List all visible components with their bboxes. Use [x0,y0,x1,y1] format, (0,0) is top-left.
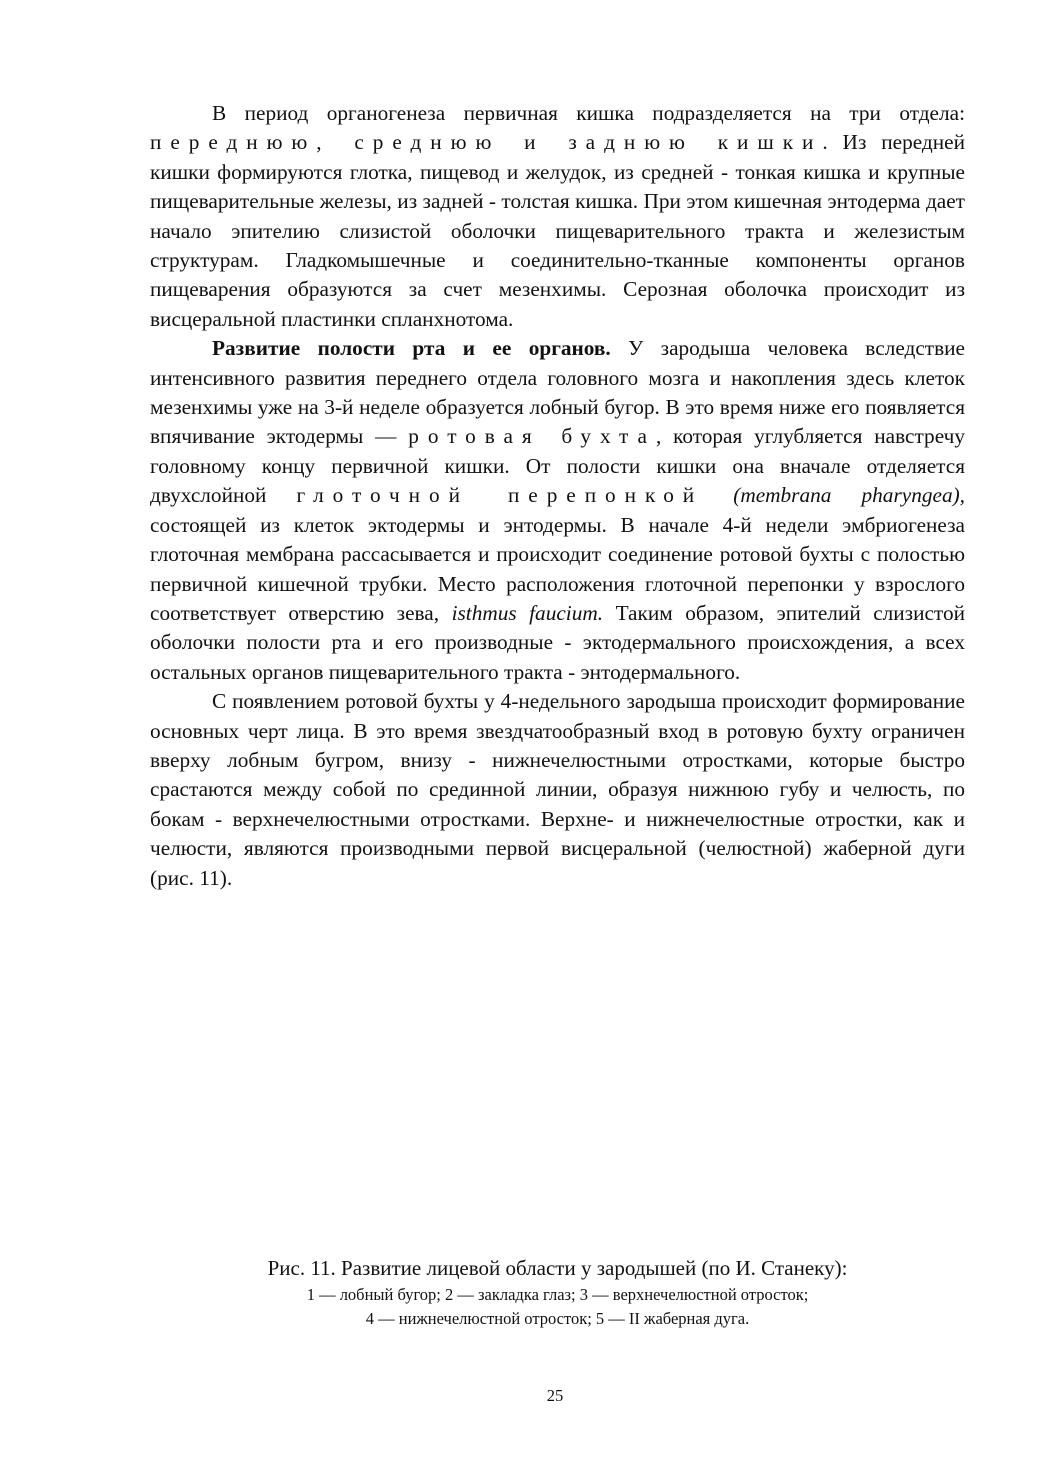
body-text [150,99,965,893]
latin-term-membrana: (membrana pharyngea), [733,483,966,508]
paragraph-face-formation: С появлением ротовой бухты у 4-недельного зародыша происходит формирование основных черт лица. В это время звездчатообразный вход в ротовую бухту ограничен вверху лобным бугром, внизу - нижнечелюстными отростками, которые быстро срастаются между собой по срединной линии, образуя нижнюю губу и челюсть, по бокам - верхнечелюстными отростками. Верхне- и нижнечелюстные отростки, как и челюсти, являются производными первой висцеральной (челюстной) жаберной дуги (рис. 11). [150,689,965,890]
figure-caption [150,1253,965,1331]
paragraph-oral-cavity: Развитие полости рта и ее органов. У зародыша человека вследствие интенсивного развития переднего отдела головного мозга и накопления здесь клеток мезенхимы уже на 3-й неделе образуется лобный бугор. В это время ниже его появляется впячивание эктодермы — ротовая бухта, которая углубляется навстречу головному концу первичной кишки. От полости кишки она вначале отделяется двухслойной глоточной перепонкой (membrana pharyngea), состоящей из клеток эктодермы и энтодермы. В начале 4-й недели эмбриогенеза глоточная мембрана рассасывается и происходит соединение ротовой бухты с полостью первичной кишечной трубки. Место расположения глоточной перепонки у взрослого соответствует отверстию зева, isthmus faucium. Таким образом, эпителий слизистой оболочки полости рта и его производные - эктодермального происхождения, а всех остальных органов пищеварительного тракта - энтодермального. [150,336,966,684]
spaced-term-gut-sections: переднюю, среднюю и заднюю кишки [150,130,823,155]
paragraph-organogenesis: В период органогенеза первичная кишка подразделяется на три отдела: переднюю, среднюю и заднюю кишки. Из передней кишки формируются глотка, пищевод и желудок, из средней - тонкая кишка и крупные пищеварительные железы, из задней - толстая кишка. При этом кишечная энтодерма дает начало эпителию слизистой оболочки пищеварительного тракта и железистым структурам. Гладкомышечные и соединительно-тканные компоненты органов пищеварения образуются за счет мезенхимы. Серозная оболочка происходит из висцеральной пластинки спланхнотома. [150,101,965,331]
section-heading: Развитие полости рта и ее органов. [212,336,611,361]
caption-legend-line-2: 4 — нижнечелюстной отросток; 5 — II жаберная дуга. [365,1309,750,1328]
caption-legend-line-1: 1 — лобный бугор; 2 — закладка глаз; 3 — верхнечелюстной отросток; [306,1285,809,1304]
spaced-term-pharyngeal-membrane: глоточной перепонкой [296,483,704,508]
spaced-term-oral-bay: ротовая бухта [408,424,656,449]
page-number: 25 [546,1386,564,1405]
latin-term-isthmus: isthmus faucium. [451,600,604,625]
caption-title: Рис. 11. Развитие лицевой области у зародышей (по И. Станеку): [267,1256,848,1280]
